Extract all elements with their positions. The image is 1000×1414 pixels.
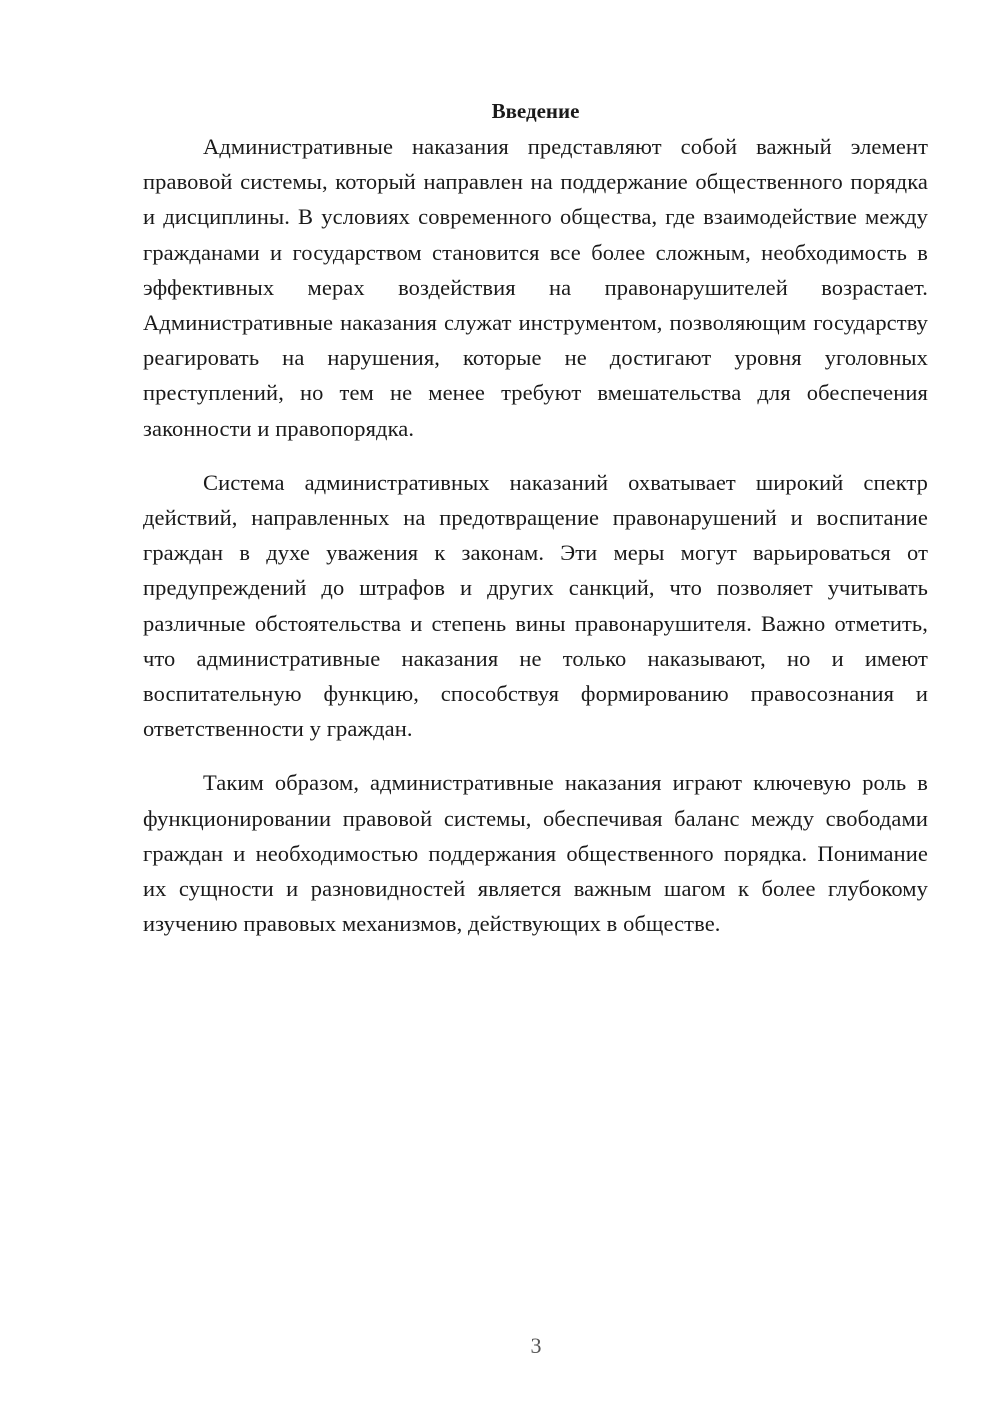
page-number: 3 <box>530 1333 542 1358</box>
paragraph-2: Система административных наказаний охватывает широкий спектр действий, направленных на предотвращение правонарушений и воспитание граждан в духе уважения к законам. Эти меры могут варьироваться от предупреждений до штрафов и других санкций, что позволяет учитывать различные обстоятельства и степень вины правонарушителя. Важно отметить, что административные наказания не только наказывают, но и имеют воспитательную функцию, способствуя формированию правосознания и ответственности у граждан. <box>143 469 928 742</box>
page-content <box>143 94 928 960</box>
paragraph-3: Таким образом, административные наказания играют ключевую роль в функционировании правовой системы, обеспечивая баланс между свободами граждан и необходимостью поддержания общественного порядка. Понимание их сущности и разновидностей является важным шагом к более глубокому изучению правовых механизмов, действующих в обществе. <box>143 770 928 937</box>
paragraph-1: Административные наказания представляют собой важный элемент правовой системы, который направлен на поддержание общественного порядка и дисциплины. В условиях современного общества, где взаимодействие между гражданами и государством становится все более сложным, необходимость в эффективных мерах воздействия на правонарушителей возрастает. Административные наказания служат инструментом, позволяющим государству реагировать на нарушения, которые не достигают уровня уголовных преступлений, но тем не менее требуют вмешательства для обеспечения законности и правопорядка. <box>143 134 928 441</box>
section-heading: Введение <box>491 99 580 123</box>
